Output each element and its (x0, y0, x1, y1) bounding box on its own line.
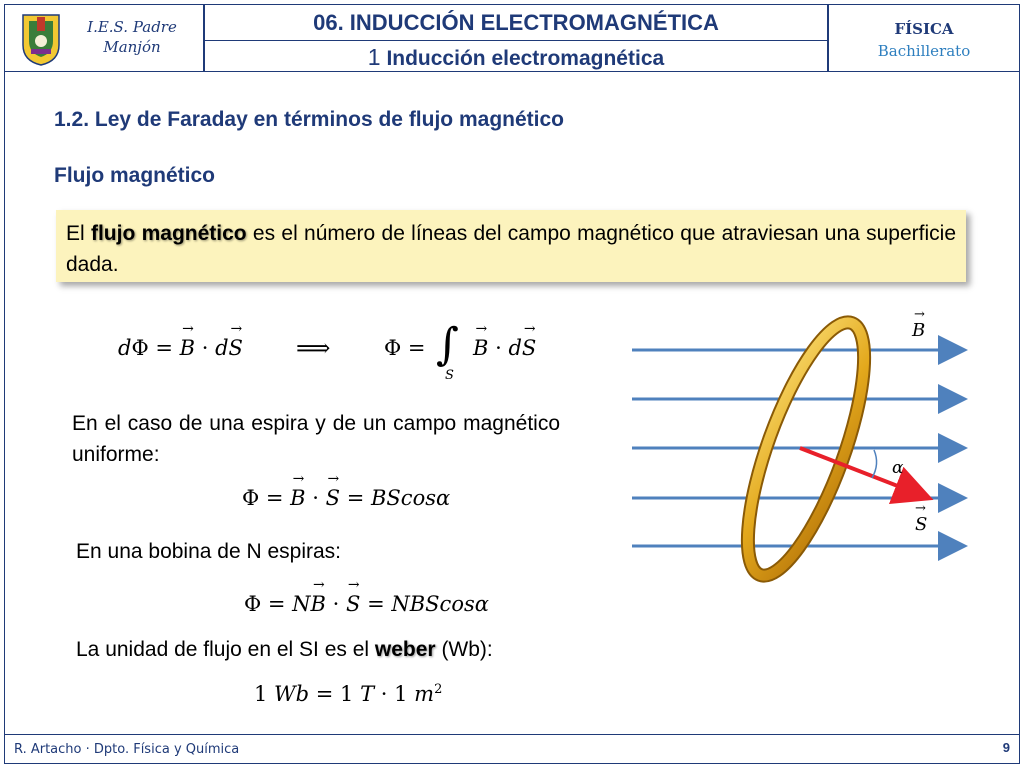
school-name: I.E.S. Padre Manjón (87, 18, 177, 56)
field-label-arrow: → (914, 307, 925, 322)
lesson-title: Inducción electromagnética (386, 47, 665, 70)
surface-label-arrow: → (915, 501, 926, 516)
unit-suffix: (Wb): (441, 638, 493, 661)
course-level: Bachillerato (877, 42, 971, 60)
unit-title: 06. INDUCCIÓN ELECTROMAGNÉTICA (205, 5, 827, 41)
subject-cell (828, 4, 1020, 72)
subject-name: FÍSICA (894, 20, 954, 38)
flux-diagram (628, 300, 968, 600)
unit-text (76, 634, 493, 665)
definition-box (56, 210, 966, 282)
footer-divider (4, 734, 1020, 735)
angle-arc (872, 450, 877, 478)
lesson-title-row (205, 41, 827, 73)
uniform-flux-equation: Φ = → B · → S = BScosα (242, 486, 450, 510)
section-title (54, 108, 564, 132)
coil-flux-equation: Φ = N→ B · → S = NBScosα (244, 592, 489, 616)
section-title-text: Ley de Faraday en términos de flujo magnético (94, 108, 564, 131)
definition-text (66, 218, 956, 280)
subheading: Flujo magnético (54, 164, 216, 187)
integral-lhs: Φ = (384, 336, 426, 360)
surface-normal-vector (800, 448, 926, 497)
lesson-number: 1 (367, 44, 381, 70)
field-label: B (912, 320, 926, 341)
integral-sign: ∫ (436, 319, 459, 370)
coil-case-text: En una bobina de N espiras: (76, 540, 342, 563)
definition-prefix: El (66, 222, 85, 245)
differential-flux-equation: dΦ = → B · d→ S (118, 336, 243, 360)
slide-header (4, 4, 1020, 72)
school-cell (4, 4, 204, 72)
page-number: 9 (1002, 740, 1010, 755)
title-cell (204, 4, 828, 72)
unit-term: weber (374, 638, 436, 661)
integral-rhs: → B · d→ S (473, 336, 536, 360)
implies-arrow: ⟹ (296, 334, 331, 362)
uniform-case-text: En el caso de una espira y de un campo magnético uniforme: (72, 412, 560, 466)
weber-definition-equation: 1 Wb = 1 T · 1 $m^2$ (254, 682, 443, 706)
definition-term: flujo magnético (90, 222, 247, 245)
footer-author: R. Artacho · Dpto. Física y Química (14, 742, 240, 757)
unit-prefix: La unidad de flujo en el SI es el (76, 638, 370, 661)
surface-label: S (915, 514, 928, 535)
integral-domain: S (445, 368, 454, 383)
section-number: 1.2. (54, 108, 90, 131)
school-logo (19, 11, 63, 67)
definition-rest: es el número de líneas del campo magnético que atraviesan una superficie dada. (66, 222, 956, 276)
angle-label: α (892, 458, 904, 478)
